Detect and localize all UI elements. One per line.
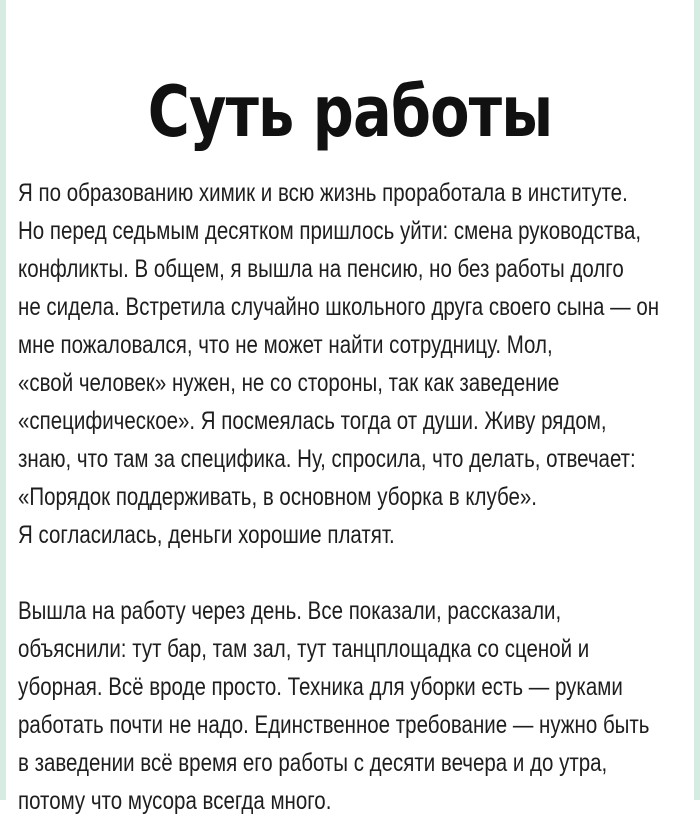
text-line: Вышла на работу через день. Все показали, рассказали,: [18, 597, 562, 625]
left-border: [0, 0, 6, 800]
paragraph-1: [18, 174, 682, 554]
text-line: «специфическое». Я посмеялась тогда от души. Живу рядом,: [18, 407, 607, 435]
article-body: [18, 174, 682, 820]
text-line: мне пожаловался, что не может найти сотрудницу. Мол,: [18, 331, 553, 359]
paragraph-gap: [18, 554, 682, 592]
right-border: [694, 0, 700, 800]
text-line: уборная. Всё вроде просто. Техника для уборки есть — руками: [18, 673, 623, 701]
text-line: в заведении всё время его работы с десяти вечера и до утра,: [18, 749, 608, 777]
page-title: Суть работы: [147, 70, 553, 153]
text-line: работать почти не надо. Единственное требование — нужно быть: [18, 711, 650, 739]
text-line: конфликты. В общем, я вышла на пенсию, но без работы долго: [18, 255, 624, 283]
text-line: «Порядок поддерживать, в основном уборка в клубе».: [18, 483, 537, 511]
text-line: знаю, что там за специфика. Ну, спросила, что делать, отвечает:: [18, 445, 636, 473]
text-line: Я по образованию химик и всю жизнь проработала в институте.: [18, 179, 628, 207]
text-line: Но перед седьмым десятком пришлось уйти: смена руководства,: [18, 217, 642, 245]
paragraph-2: [18, 592, 682, 820]
text-line: потому что мусора всегда много.: [18, 787, 332, 815]
text-line: Я согласилась, деньги хорошие платят.: [18, 521, 395, 549]
text-line: не сидела. Встретила случайно школьного друга своего сына — он: [18, 293, 660, 321]
text-line: «свой человек» нужен, не со стороны, так как заведение: [18, 369, 560, 397]
text-line: объяснили: тут бар, там зал, тут танцплощадка со сценой и: [18, 635, 590, 663]
